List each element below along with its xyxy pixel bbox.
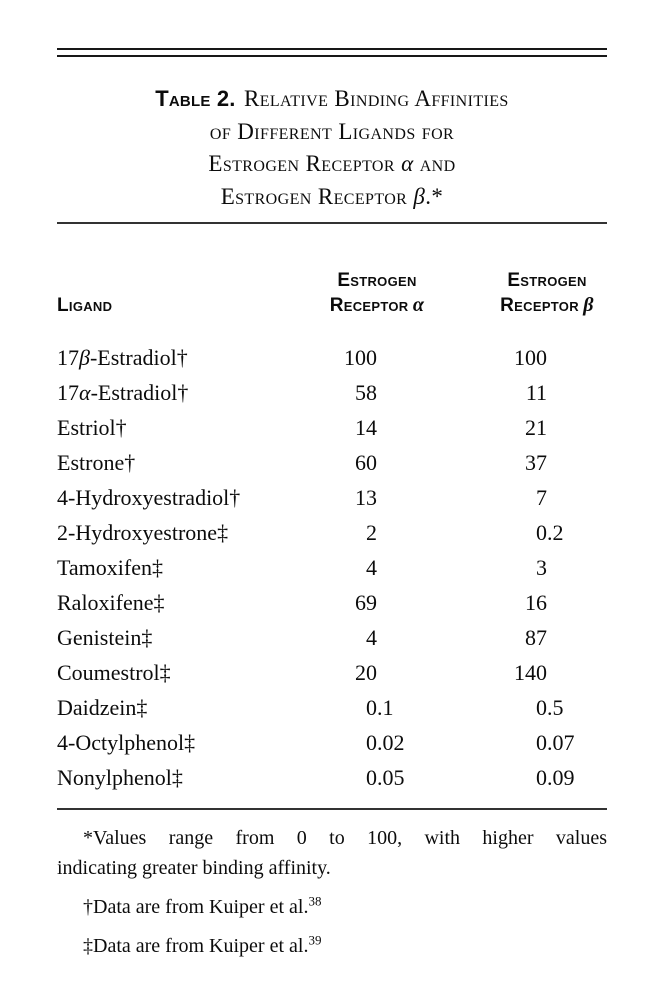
- title-line-2: of Different Ligands for: [209, 118, 455, 144]
- title-line-1-text: Relative Binding Affinities: [243, 86, 509, 111]
- alpha-value: 14: [355, 415, 377, 440]
- ligand-cell: Genistein‡: [57, 625, 153, 650]
- ligand-cell: Raloxifene‡: [57, 590, 165, 615]
- ligand-cell: Daidzein‡: [57, 695, 148, 720]
- title-line-1: [57, 83, 607, 116]
- footnote-star-line-1: [57, 823, 607, 853]
- beta-value: 7: [536, 485, 547, 510]
- beta-value: 37: [525, 450, 547, 475]
- star-symbol: *: [83, 827, 93, 849]
- title-line-3: [57, 148, 607, 181]
- footnote-ddagger-text: Data are from Kuiper et al.: [93, 935, 309, 957]
- alpha-value-fraction: .1: [377, 695, 394, 720]
- ligand-cell: 4-Octylphenol‡: [57, 730, 196, 755]
- title-line-4: [57, 181, 607, 214]
- beta-value-fraction: [547, 375, 607, 410]
- ligand-cell: 17β-Estradiol†: [57, 345, 188, 370]
- beta-symbol: β: [583, 294, 594, 316]
- beta-value: 87: [525, 625, 547, 650]
- footnotes: [57, 823, 607, 961]
- alpha-value: 100: [344, 345, 377, 370]
- ligand-cell: 4-Hydroxyestradiol†: [57, 485, 241, 510]
- column-header-receptor-alpha: [330, 268, 425, 318]
- table-row: [57, 515, 607, 550]
- beta-value-fraction: [547, 410, 607, 445]
- alpha-value-fraction: [377, 655, 427, 690]
- beta-value: 3: [536, 555, 547, 580]
- table-header: [57, 268, 607, 324]
- alpha-header-line-1: Estrogen: [337, 270, 417, 291]
- greek-letter: β: [79, 345, 90, 370]
- footnote-ddagger: [57, 931, 607, 961]
- alpha-value-fraction: [377, 585, 427, 620]
- table-row: [57, 375, 607, 410]
- title-line-4-tail: .*: [425, 183, 444, 209]
- alpha-value-fraction: [377, 340, 427, 375]
- alpha-value-fraction: [377, 410, 427, 445]
- alpha-value-fraction: [377, 375, 427, 410]
- table-row: [57, 585, 607, 620]
- ddagger-symbol: ‡: [83, 935, 93, 957]
- table-row: [57, 655, 607, 690]
- footnote-star: [57, 823, 607, 883]
- beta-value-fraction: [547, 340, 607, 375]
- beta-value: 0: [536, 520, 547, 545]
- table-row: [57, 340, 607, 375]
- alpha-value: 0: [366, 730, 377, 755]
- reference-38: 38: [308, 893, 322, 909]
- beta-header-line-2: Receptor: [500, 295, 579, 316]
- table-row: [57, 550, 607, 585]
- beta-value: 100: [514, 345, 547, 370]
- footnote-star-text-1: Values range from 0 to 100, with higher values: [93, 827, 607, 849]
- alpha-value: 69: [355, 590, 377, 615]
- alpha-value-fraction: [377, 515, 427, 550]
- ligand-cell: Coumestrol‡: [57, 660, 171, 685]
- alpha-value: 2: [366, 520, 377, 545]
- beta-header-line-1: Estrogen: [507, 270, 587, 291]
- beta-value: 140: [514, 660, 547, 685]
- alpha-value-fraction: .05: [377, 765, 405, 790]
- alpha-value: 58: [355, 380, 377, 405]
- alpha-value-fraction: [377, 480, 427, 515]
- alpha-value-fraction: [377, 550, 427, 585]
- alpha-value: 4: [366, 555, 377, 580]
- ligand-cell: 17α-Estradiol†: [57, 380, 189, 405]
- column-header-ligand: Ligand: [57, 295, 113, 316]
- table-title: [57, 83, 607, 213]
- ligand-cell: Tamoxifen‡: [57, 555, 163, 580]
- beta-value-fraction: [547, 585, 607, 620]
- ligand-cell: Estriol†: [57, 415, 127, 440]
- beta-value-fraction: [547, 550, 607, 585]
- alpha-symbol: α: [401, 151, 414, 176]
- beta-value-fraction: .07: [547, 730, 575, 755]
- alpha-value: 0: [366, 695, 377, 720]
- table-row: [57, 620, 607, 655]
- beta-value-fraction: .2: [547, 520, 564, 545]
- table-row: [57, 760, 607, 795]
- top-double-rule: [57, 48, 607, 57]
- beta-symbol: β: [413, 183, 426, 209]
- table-row: [57, 690, 607, 725]
- alpha-symbol: α: [412, 294, 425, 316]
- beta-value-fraction: .09: [547, 765, 575, 790]
- alpha-header-line-2: Receptor: [329, 295, 409, 316]
- greek-letter: α: [79, 380, 91, 405]
- beta-value-fraction: [547, 445, 607, 480]
- ligand-cell: 2-Hydroxyestrone‡: [57, 520, 229, 545]
- footnote-dagger: [57, 892, 607, 922]
- alpha-value: 13: [355, 485, 377, 510]
- title-line-3-tail: and: [413, 151, 456, 176]
- table-row: [57, 725, 607, 760]
- reference-39: 39: [308, 932, 322, 948]
- beta-value: 0: [536, 695, 547, 720]
- alpha-value-fraction: .02: [377, 730, 405, 755]
- alpha-value: 4: [366, 625, 377, 650]
- beta-value-fraction: .5: [547, 695, 564, 720]
- table-row: [57, 480, 607, 515]
- beta-value: 16: [525, 590, 547, 615]
- alpha-value-fraction: [377, 620, 427, 655]
- bottom-rule: [57, 808, 607, 810]
- title-line-3-text: Estrogen Receptor: [208, 151, 402, 176]
- beta-value-fraction: [547, 655, 607, 690]
- table-row: [57, 445, 607, 480]
- title-separator-rule: [57, 222, 607, 224]
- beta-value: 21: [525, 415, 547, 440]
- beta-value-fraction: [547, 480, 607, 515]
- table-number-label: Table 2.: [155, 86, 236, 111]
- table-row: [57, 410, 607, 445]
- beta-value-fraction: [547, 620, 607, 655]
- ligand-cell: Estrone†: [57, 450, 136, 475]
- title-line-4-text: Estrogen Receptor: [220, 183, 414, 209]
- beta-value: 11: [525, 380, 547, 405]
- beta-value: 0: [536, 730, 547, 755]
- footnote-star-line-2: indicating greater binding affinity.: [57, 857, 331, 879]
- column-header-receptor-beta: [500, 268, 594, 318]
- alpha-value-fraction: [377, 445, 427, 480]
- footnote-dagger-text: Data are from Kuiper et al.: [93, 896, 309, 918]
- ligand-cell: Nonylphenol‡: [57, 765, 183, 790]
- dagger-symbol: †: [83, 896, 93, 918]
- alpha-value: 0: [366, 765, 377, 790]
- table-body: [57, 340, 607, 795]
- alpha-value: 20: [355, 660, 377, 685]
- alpha-value: 60: [355, 450, 377, 475]
- beta-value: 0: [536, 765, 547, 790]
